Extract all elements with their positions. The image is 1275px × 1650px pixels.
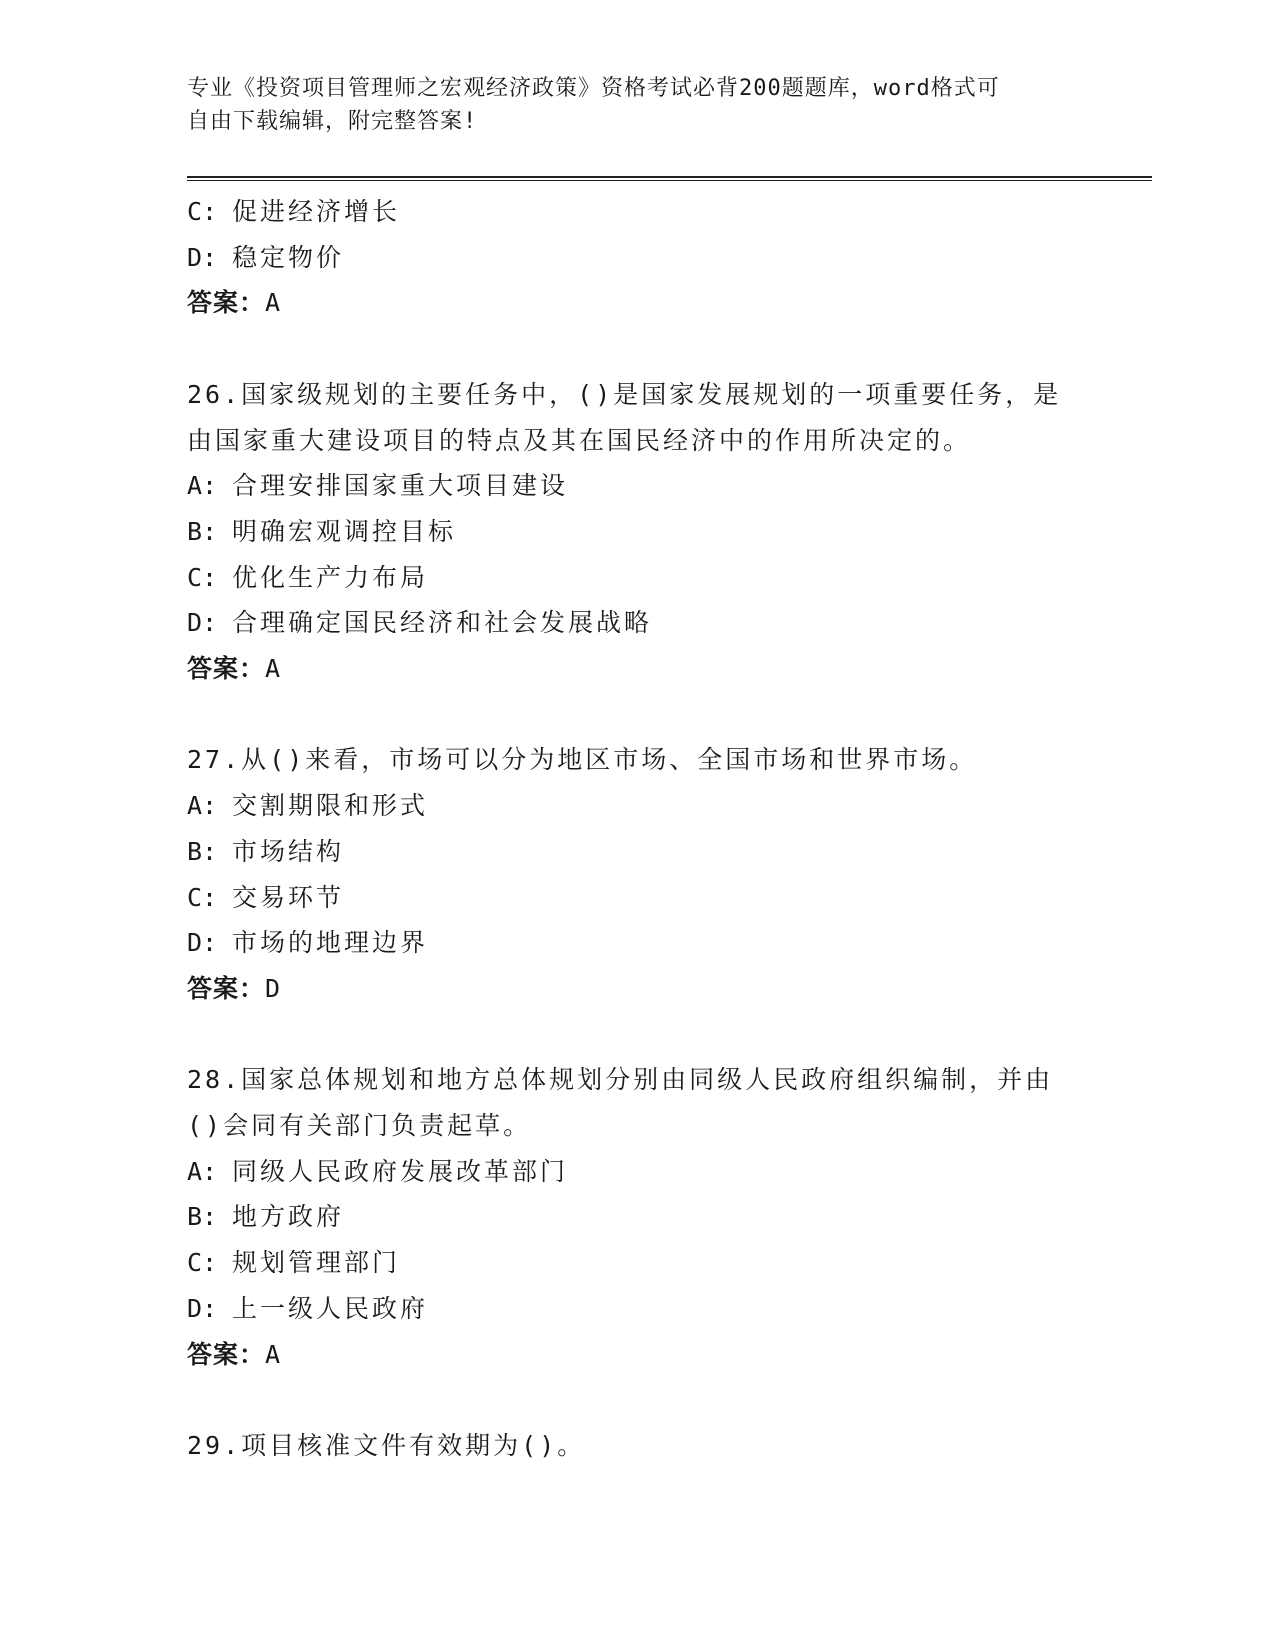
option-b: B: 市场结构 xyxy=(187,836,345,866)
option-c: C: 促进经济增长 xyxy=(187,197,401,226)
header-line-1: 专业《投资项目管理师之宏观经济政策》资格考试必背200题题库，word格式可 xyxy=(187,76,1000,101)
question-29 xyxy=(187,1423,1087,1469)
spacer xyxy=(187,1012,1087,1058)
answer: 答案：D xyxy=(187,973,282,1003)
spacer xyxy=(187,326,1087,372)
question-28 xyxy=(187,1057,1087,1377)
option-b: B: 地方政府 xyxy=(187,1202,345,1232)
option-c: C: 规划管理部门 xyxy=(187,1248,401,1278)
question-stem: 26.国家级规划的主要任务中，()是国家发展规划的一项重要任务，是 由国家重大建设项目的特点及其在国民经济中的作用所决定的。 xyxy=(187,379,1062,455)
option-c: C: 交易环节 xyxy=(187,882,345,912)
option-d: D: 市场的地理边界 xyxy=(187,928,429,958)
option-d: D: 上一级人民政府 xyxy=(187,1293,429,1323)
answer: 答案：A xyxy=(187,1339,282,1369)
question-stem: 27.从()来看，市场可以分为地区市场、全国市场和世界市场。 xyxy=(187,745,978,775)
question-stem: 29.项目核准文件有效期为()。 xyxy=(187,1430,586,1460)
question-26 xyxy=(187,372,1087,692)
answer: 答案：A xyxy=(187,654,282,684)
page-header xyxy=(187,72,1087,138)
option-a: A: 同级人民政府发展改革部门 xyxy=(187,1156,569,1186)
question-list xyxy=(187,189,1087,1469)
option-c: C: 优化生产力布局 xyxy=(187,562,429,592)
answer: 答案：A xyxy=(187,288,282,318)
header-divider xyxy=(187,176,1152,181)
option-a: A: 合理安排国家重大项目建设 xyxy=(187,471,569,501)
option-d: D: 合理确定国民经济和社会发展战略 xyxy=(187,608,653,638)
option-b: B: 明确宏观调控目标 xyxy=(187,516,457,546)
spacer xyxy=(187,692,1087,738)
question-27 xyxy=(187,737,1087,1011)
carryover-question xyxy=(187,189,1087,326)
header-line-2: 自由下载编辑，附完整答案! xyxy=(187,109,478,134)
spacer xyxy=(187,1377,1087,1423)
option-a: A: 交割期限和形式 xyxy=(187,791,429,821)
question-stem: 28.国家总体规划和地方总体规划分别由同级人民政府组织编制，并由 ()会同有关部门负责起草。 xyxy=(187,1065,1054,1141)
option-d: D: 稳定物价 xyxy=(187,242,345,272)
